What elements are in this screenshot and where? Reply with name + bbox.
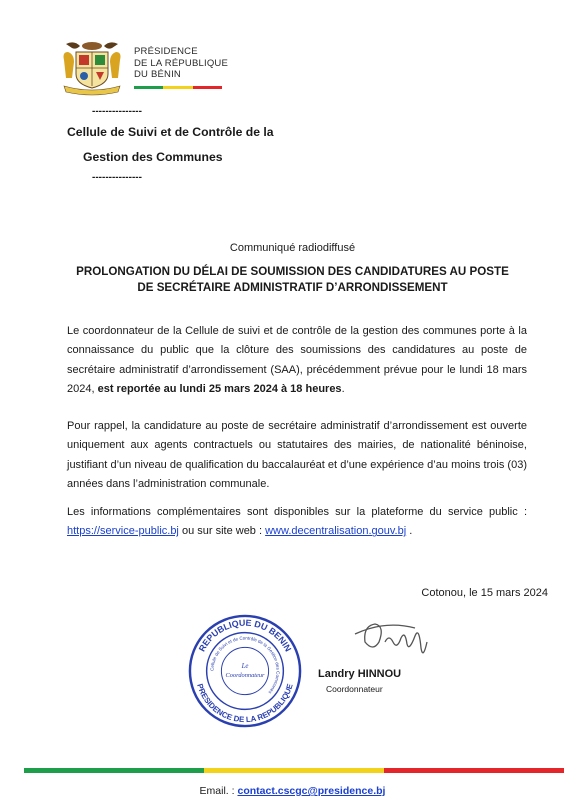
- paragraph-3-start: Les informations complémentaires sont disponibles sur la plateforme du service public :: [67, 506, 527, 518]
- handwritten-signature: [345, 612, 455, 664]
- footer-flag-yellow: [204, 768, 384, 773]
- stamp-ring-top: REPUBLIQUE DU BENIN: [196, 617, 294, 654]
- stamp-inner-ring: Cellule de Suivi et de Contrôle de la Gestion des Communes: [209, 635, 281, 695]
- signer-role: Coordonnateur: [326, 684, 383, 694]
- paragraph-3: [67, 503, 527, 542]
- paragraph-1-text: Le coordonnateur de la Cellule de suivi et de contrôle de la gestion des communes porte à la connaissance du public que la clôture des soumissions des candidatures au poste de secrétaire administratif d’arrondissement (SAA), précédemment prévue pour le lundi 18 mars 2024,: [67, 325, 527, 396]
- footer-flag-bar: [24, 768, 564, 773]
- communique-title-line-1: PROLONGATION DU DÉLAI DE SOUMISSION DES CANDIDATURES AU POSTE: [76, 265, 509, 278]
- org-dashes-top: ---------------: [92, 106, 142, 117]
- benin-coat-of-arms-logo: [60, 38, 124, 98]
- stamp-ring-bottom: PRESIDENCE DE LA REPUBLIQUE: [195, 682, 295, 725]
- communique-type: Communiqué radiodiffusé: [229, 242, 356, 254]
- org-dashes-bottom: ---------------: [92, 172, 142, 183]
- email-label: Email. :: [199, 785, 238, 797]
- stamp-center-1: Le: [241, 663, 249, 671]
- paragraph-1-end: .: [341, 383, 345, 396]
- signer-name: Landry HINNOU: [318, 668, 402, 680]
- paragraph-1-highlight: est reportée au lundi 25 mars 2024 à 18 heures: [97, 383, 342, 396]
- paragraph-2: Pour rappel, la candidature au poste de secrétaire administratif d’arrondissement est ouverte uniquement aux agents contractuels ou statutaires des mairies, de nationalité béninoise, justifiant d’un niveau de qualification du baccalauréat et d’une expérience d’au moins trois (03) années dans l’administration communale.: [67, 420, 527, 491]
- svg-text:PRESIDENCE DE LA REPUBLIQUE: [195, 683, 294, 725]
- footer-flag-green: [24, 768, 204, 773]
- footer-flag-red: [384, 768, 564, 773]
- flag-yellow: [163, 86, 192, 89]
- flag-green: [134, 86, 163, 89]
- flag-color-bar: [134, 86, 222, 89]
- service-public-link[interactable]: https://service-public.bj: [67, 525, 179, 538]
- stamp-center-2: Coordonnateur: [225, 671, 265, 679]
- decentralisation-link[interactable]: www.decentralisation.gouv.bj: [265, 525, 407, 538]
- place-and-date: Cotonou, le 15 mars 2024: [421, 587, 548, 599]
- email-link[interactable]: contact.cscgc@presidence.bj: [237, 785, 386, 797]
- flag-red: [193, 86, 222, 89]
- paragraph-3-mid: ou sur site web :: [178, 525, 266, 538]
- footer-email: [0, 785, 585, 797]
- presidency-line-2: DE LA RÉPUBLIQUE: [134, 57, 229, 69]
- paragraph-1: [67, 322, 527, 400]
- presidency-label: [134, 46, 228, 81]
- presidency-line-3: DU BÉNIN: [134, 69, 181, 80]
- communique-title: [40, 264, 545, 295]
- communique-title-line-2: DE SECRÉTAIRE ADMINISTRATIF D’ARRONDISSEMENT: [137, 280, 448, 294]
- org-name-line-1: Cellule de Suivi et de Contrôle de la: [67, 125, 274, 139]
- paragraph-3-end: .: [406, 525, 413, 538]
- presidency-line-1: PRÉSIDENCE: [134, 46, 198, 57]
- official-stamp: [186, 612, 304, 730]
- org-name-line-2: Gestion des Communes: [83, 150, 223, 164]
